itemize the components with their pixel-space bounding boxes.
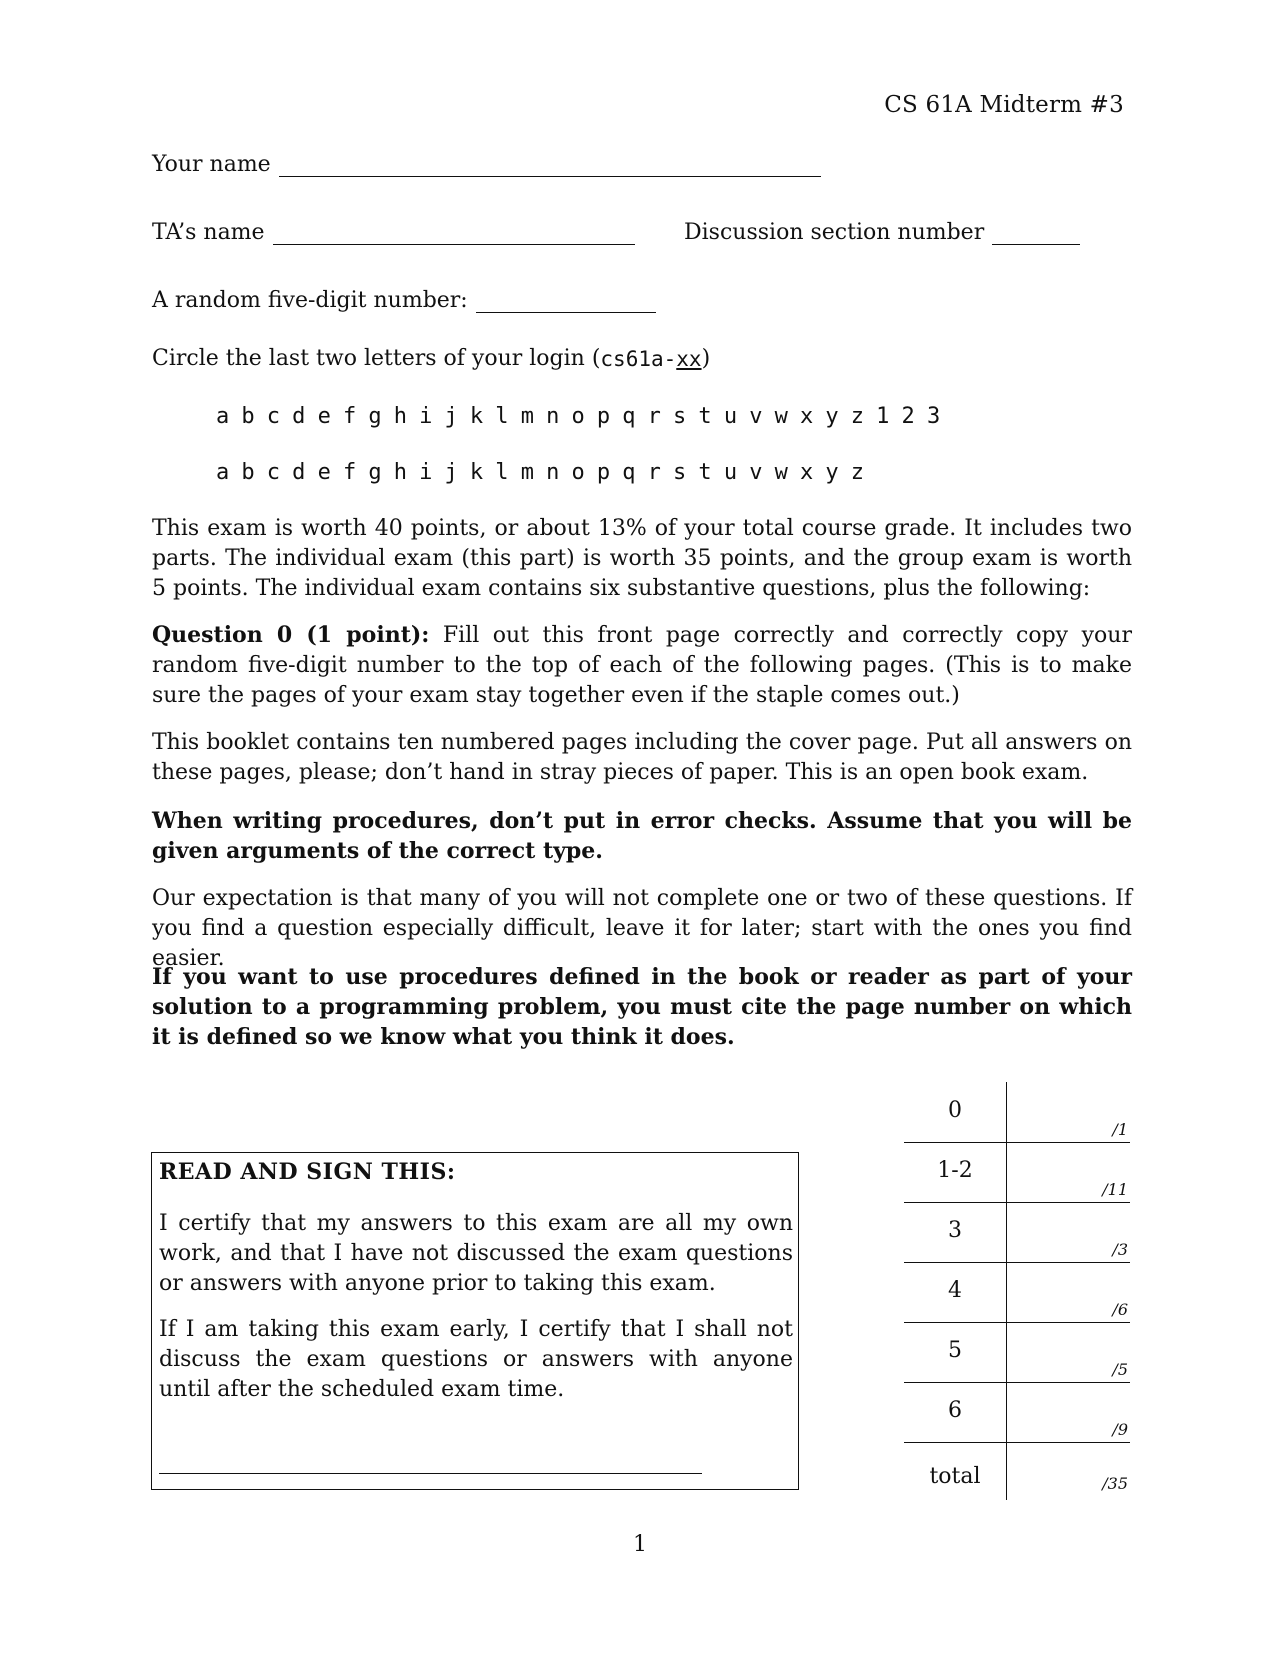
score-label: 5 [948, 1338, 962, 1363]
score-row [904, 1262, 1130, 1323]
login-letter[interactable]: z [850, 460, 865, 485]
question-0-paragraph [152, 620, 1132, 711]
login-letter[interactable]: w [774, 460, 788, 485]
login-letter[interactable]: m [520, 404, 534, 429]
score-max[interactable]: /1 [1112, 1120, 1128, 1139]
discussion-blank[interactable] [992, 222, 1080, 245]
login-letter[interactable]: w [774, 404, 788, 429]
sign-box-early: If I am taking this exam early, I certify that I shall not discuss the exam questions or answers with anyone until after the scheduled exam time. [159, 1317, 793, 1402]
login-letter[interactable]: d [292, 404, 306, 429]
booklet-paragraph: This booklet contains ten numbered pages including the cover page. Put all answers on these pages, please; don’t hand in stray pieces of paper. This is an open book exam. [152, 730, 1132, 785]
login-letter[interactable]: 1 [876, 404, 890, 429]
login-letter[interactable]: n [546, 404, 560, 429]
login-letter[interactable]: o [571, 404, 585, 429]
login-letters-row-2 [216, 460, 876, 485]
score-row [904, 1142, 1130, 1203]
score-label: 6 [948, 1398, 962, 1423]
login-letter[interactable]: n [546, 460, 560, 485]
login-letter[interactable]: d [292, 460, 306, 485]
login-letter[interactable]: i [419, 404, 433, 429]
exam-title: CS 61A Midterm #3 [884, 92, 1124, 118]
score-label: 4 [948, 1278, 962, 1303]
login-letter[interactable]: l [495, 460, 509, 485]
score-row [904, 1382, 1130, 1443]
login-letter[interactable]: b [241, 404, 255, 429]
score-row [904, 1202, 1130, 1263]
login-letter[interactable]: 2 [901, 404, 915, 429]
random-number-row [152, 288, 656, 313]
login-letter[interactable]: h [393, 460, 407, 485]
login-letter[interactable]: r [647, 404, 661, 429]
login-letter[interactable]: e [317, 404, 331, 429]
cite-paragraph: If you want to use procedures defined in the book or reader as part of your solution to a programming problem, you must cite the page number on which it is defined so we know what you think it does. [152, 964, 1132, 1050]
score-label: 1-2 [937, 1158, 973, 1183]
login-letter[interactable]: u [723, 460, 738, 485]
login-letter[interactable]: g [368, 404, 382, 429]
login-letter[interactable]: b [241, 460, 255, 485]
read-and-sign-box [151, 1152, 799, 1490]
login-prompt-close: ) [701, 346, 711, 371]
login-letter[interactable]: s [673, 460, 687, 485]
login-letter[interactable]: g [368, 460, 382, 485]
login-prompt-text: Circle the last two letters of your login ( [152, 346, 601, 371]
login-prompt [152, 346, 710, 371]
login-letter[interactable]: f [342, 404, 357, 429]
score-row [904, 1442, 1130, 1502]
login-letter[interactable]: p [596, 404, 611, 429]
score-label: total [929, 1464, 981, 1489]
login-letter[interactable]: v [749, 460, 763, 485]
login-code-suffix: xx [676, 347, 702, 371]
score-max[interactable]: /11 [1102, 1180, 1128, 1199]
random-number-label: A random five-digit number: [152, 288, 468, 313]
login-letter[interactable]: k [469, 404, 484, 429]
error-checks-paragraph: When writing procedures, don’t put in error checks. Assume that you will be given arguments of the correct type. [152, 808, 1132, 864]
login-letter[interactable]: a [216, 404, 230, 429]
login-letter[interactable]: x [799, 460, 814, 485]
discussion-row [684, 220, 1080, 245]
login-letter[interactable]: 3 [926, 404, 941, 429]
login-letter[interactable]: y [825, 460, 839, 485]
sign-box-certify: I certify that my answers to this exam are all my own work, and that I have not discussed the exam questions or answers with anyone prior to taking this exam. [159, 1211, 793, 1296]
question-0-label: Question 0 (1 point): [152, 622, 430, 648]
your-name-blank[interactable] [279, 154, 821, 177]
login-letter[interactable]: p [596, 460, 611, 485]
login-letter[interactable]: x [799, 404, 814, 429]
score-label: 3 [948, 1218, 962, 1243]
login-letter[interactable]: q [622, 460, 636, 485]
login-letter[interactable]: a [216, 460, 230, 485]
discussion-label: Discussion section number [684, 220, 985, 245]
question-0-text: Fill out this front page correctly and correctly copy your random five-digit number to the top of each of the following pages. (This is to make sure the pages of your exam stay together even if the staple comes out.) [152, 623, 1132, 708]
score-max[interactable]: /35 [1102, 1474, 1128, 1493]
login-letter[interactable]: f [342, 460, 357, 485]
login-letter[interactable]: y [825, 404, 839, 429]
ta-name-label: TA’s name [152, 220, 265, 245]
score-max[interactable]: /6 [1112, 1300, 1128, 1319]
intro-paragraph: This exam is worth 40 points, or about 13% of your total course grade. It includes two parts. The individual exam (this part) is worth 35 points, and the group exam is worth 5 points. The individual exam contains six substantive questions, plus the following: [152, 516, 1132, 601]
your-name-row [152, 152, 821, 177]
login-letter[interactable]: j [444, 460, 458, 485]
login-letter[interactable]: q [622, 404, 636, 429]
login-letter[interactable]: c [266, 460, 281, 485]
random-number-blank[interactable] [476, 290, 656, 313]
ta-name-blank[interactable] [273, 222, 635, 245]
page-number: 1 [633, 1532, 647, 1557]
score-label: 0 [948, 1098, 962, 1123]
login-letter[interactable]: s [673, 404, 687, 429]
login-letter[interactable]: i [419, 460, 433, 485]
signature-line[interactable] [159, 1473, 702, 1474]
login-letter[interactable]: t [698, 404, 712, 429]
login-letter[interactable]: t [698, 460, 712, 485]
login-letter[interactable]: m [520, 460, 534, 485]
login-letter[interactable]: k [469, 460, 484, 485]
login-letter[interactable]: o [571, 460, 585, 485]
login-code-prefix: cs61a- [600, 347, 677, 371]
login-letter[interactable]: v [749, 404, 763, 429]
your-name-label: Your name [152, 152, 271, 177]
login-letter[interactable]: h [393, 404, 407, 429]
score-row [904, 1322, 1130, 1383]
score-max[interactable]: /9 [1112, 1420, 1128, 1439]
login-letter[interactable]: r [647, 460, 661, 485]
login-letter[interactable]: c [266, 404, 281, 429]
login-letter[interactable]: z [850, 404, 865, 429]
login-letter[interactable]: u [723, 404, 738, 429]
sign-box-title: READ AND SIGN THIS: [159, 1159, 456, 1185]
expectation-paragraph: Our expectation is that many of you will not complete one or two of these questions. If you find a question especially difficult, leave it for later; start with the ones you find easier. [152, 886, 1132, 971]
ta-name-row [152, 220, 635, 245]
login-letter[interactable]: l [495, 404, 509, 429]
score-max[interactable]: /3 [1112, 1240, 1128, 1259]
score-row [904, 1082, 1130, 1143]
login-letter[interactable]: j [444, 404, 458, 429]
login-letter[interactable]: e [317, 460, 331, 485]
score-max[interactable]: /5 [1112, 1360, 1128, 1379]
login-letters-row-1 [216, 404, 952, 429]
